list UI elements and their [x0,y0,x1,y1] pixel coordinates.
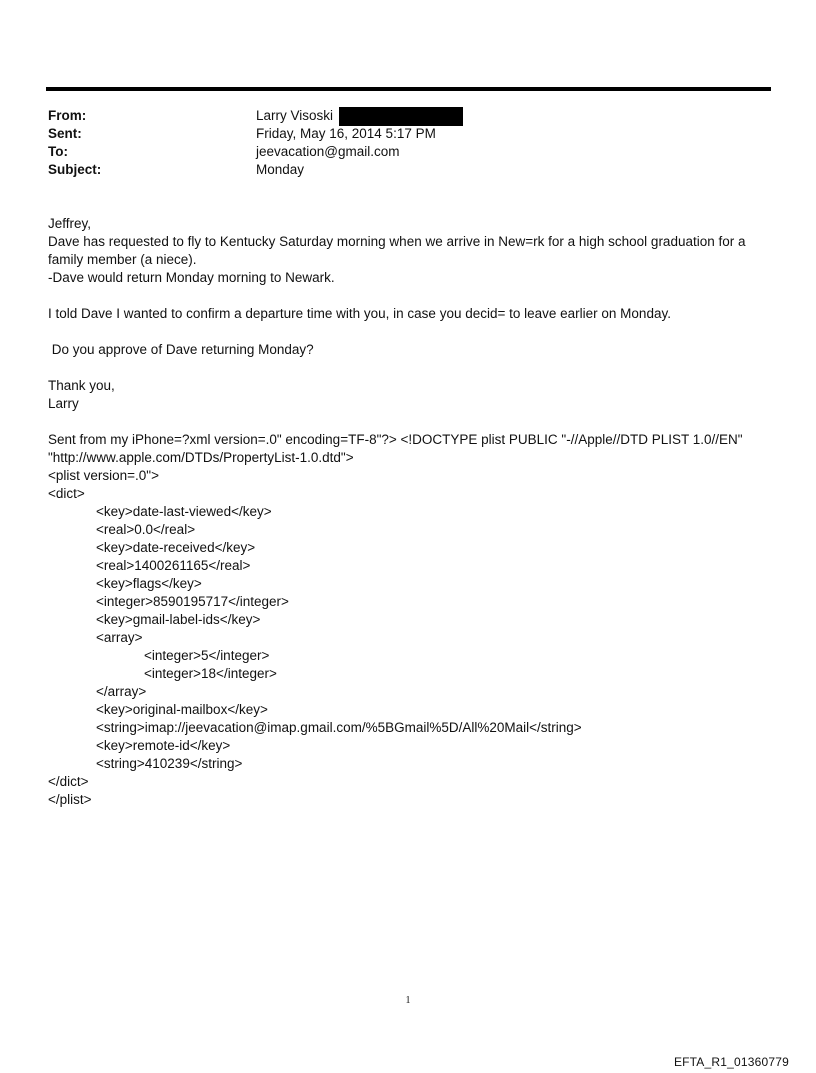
from-row [48,107,748,125]
sent-row [48,125,748,143]
plist-line: </dict> [48,774,89,789]
plist-line: "http://www.apple.com/DTDs/PropertyList-1.0.dtd"> [48,450,354,465]
subject-label: Subject: [48,162,102,177]
plist-line: Sent from my iPhone=?xml version=.0" encoding=TF-8"?> <!DOCTYPE plist PUBLIC "-//Apple//DTD PLIST 1.0//EN" [48,432,743,447]
plist-line: <integer>8590195717</integer> [96,594,289,609]
greeting: Jeffrey, [48,216,92,231]
email-body [48,215,768,809]
plist-line: <real>0.0</real> [96,522,196,537]
to-label: To: [48,144,68,159]
body-line: family member (a niece). [48,252,197,267]
subject-value: Monday [256,162,305,177]
plist-line: </array> [96,684,147,699]
to-value: jeevacation@gmail.com [256,144,400,159]
paragraph-gap [48,359,768,377]
plist-line: <key>flags</key> [96,576,202,591]
plist-line: <string>imap://jeevacation@imap.gmail.com/%5BGmail%5D/All%20Mail</string> [96,720,582,735]
plist-line: <array> [96,630,143,645]
sent-value: Friday, May 16, 2014 5:17 PM [256,126,436,141]
plist-line: <key>date-received</key> [96,540,256,555]
plist-line: <key>date-last-viewed</key> [96,504,272,519]
from-value: Larry Visoski [256,108,334,123]
plist-line: <key>original-mailbox</key> [96,702,268,717]
header-rule [46,87,771,91]
paragraph-gap [48,287,768,305]
paragraph-gap [48,413,768,431]
from-value-group [256,107,463,126]
body-line: Dave has requested to fly to Kentucky Saturday morning when we arrive in New=rk for a high school graduation for a [48,234,746,249]
body-line: I told Dave I wanted to confirm a departure time with you, in case you decid= to leave earlier on Monday. [48,306,671,321]
plist-line: <plist version=.0"> [48,468,159,483]
to-row [48,143,748,161]
plist-line: </plist> [48,792,92,807]
sent-label: Sent: [48,126,82,141]
plist-line: <real>1400261165</real> [96,558,251,573]
redaction-block [339,107,463,126]
plist-line: <key>remote-id</key> [96,738,231,753]
paragraph-gap [48,323,768,341]
plist-line: <integer>18</integer> [144,666,277,681]
page-number: 1 [405,995,411,1006]
body-line: Do you approve of Dave returning Monday? [48,342,314,357]
plist-line: <string>410239</string> [96,756,243,771]
subject-row [48,161,748,179]
plist-line: <integer>5</integer> [144,648,270,663]
closing: Thank you, [48,378,115,393]
plist-line: <dict> [48,486,85,501]
document-id: EFTA_R1_01360779 [673,1055,789,1069]
email-header [48,107,748,179]
plist-line: <key>gmail-label-ids</key> [96,612,261,627]
body-line: -Dave would return Monday morning to Newark. [48,270,335,285]
signature: Larry [48,396,79,411]
from-label: From: [48,108,87,123]
